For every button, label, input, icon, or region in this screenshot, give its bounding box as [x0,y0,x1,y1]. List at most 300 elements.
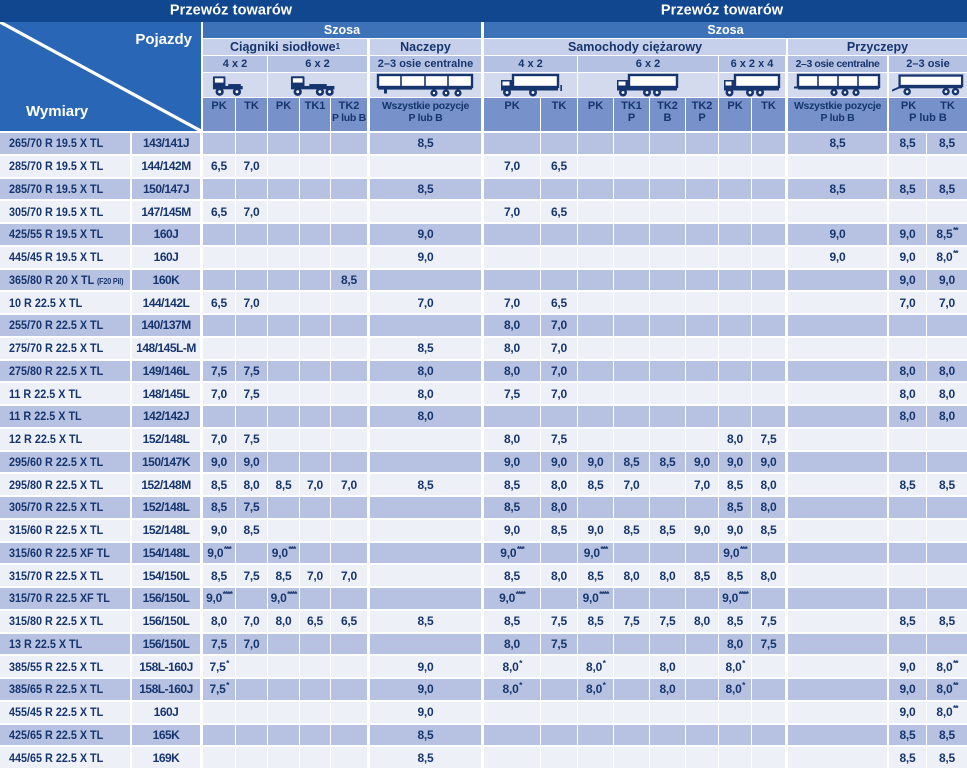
pressure-cell [268,179,300,202]
footnote-stars: ** [952,657,958,668]
subcol-wszystkie-przyczepy [788,98,889,133]
load-index-value: 144/142M [141,159,191,174]
footnote-stars: **** [287,589,297,600]
pressure-value: 8,5 [726,477,744,492]
pressure-cell [788,338,889,361]
pressure-cell [578,520,614,543]
pressure-value: 9,0 [417,682,434,697]
pressure-cell [752,497,788,520]
pressure-cell [927,520,967,543]
pressure-cell [236,725,268,748]
pressure-cell [927,702,967,725]
subcol-tk [236,98,268,133]
pressure-cell [203,497,236,520]
pressure-cell [686,634,719,657]
tire-size-cell [0,247,132,270]
pressure-value: 7,0 [550,386,568,401]
pressure-cell [927,725,967,748]
tire-size-cell [0,406,132,429]
pressure-cell [889,747,927,770]
pressure-value: 7,5 [503,386,521,401]
pressure-cell [752,702,788,725]
pressure-cell [300,133,331,156]
pressure-cell [484,224,541,247]
load-index-cell [132,725,203,748]
pressure-value: 9,0 [550,454,568,469]
pressure-cell [788,179,889,202]
pressure-value: 8,0 [693,614,711,629]
axle-label-trailer-central: 2–3 osie centralne [788,56,889,73]
pressure-value: 8,5 [417,477,434,492]
pressure-cell [686,656,719,679]
pressure-cell [370,702,484,725]
pressure-value: 8,0 [503,341,521,356]
pressure-cell [650,156,686,179]
pressure-cell [752,565,788,588]
subcol-label: PK [211,100,227,112]
pressure-value: 8,5 [899,727,916,742]
pressure-cell [650,383,686,406]
pressure-cell [268,429,300,452]
load-index-cell [132,656,203,679]
footnote-stars: * [226,657,229,668]
group-label: Ciągniki siodłowe [229,40,336,54]
pressure-value: 7,5 [243,500,260,515]
page-title-left: Przewóz towarów [169,2,293,19]
footnote-stars: ** [952,225,958,236]
pressure-cell [578,565,614,588]
load-index-value: 160J [153,705,179,720]
pressure-cell [541,543,578,566]
pressure-cell [614,474,650,497]
pressure-cell [484,201,541,224]
load-index-cell [132,201,203,224]
pressure-cell [541,725,578,748]
pressure-cell [370,247,484,270]
pressure-cell [719,224,752,247]
road-band-right: Szosa [484,22,967,39]
pressure-cell [236,656,268,679]
pressure-cell [578,611,614,634]
pressure-cell [578,679,614,702]
subcol-label: PK [727,100,743,112]
pressure-cell [686,588,719,611]
pressure-cell [614,338,650,361]
pressure-cell [927,474,967,497]
pressure-value: 7,0 [210,386,228,401]
page-title-right: Przewóz towarów [660,2,784,19]
pressure-value: 7,5 [243,386,260,401]
pressure-cell [203,543,236,566]
load-index-cell [132,315,203,338]
pressure-cell [614,543,650,566]
tire-size-cell [0,429,132,452]
pressure-cell [650,338,686,361]
subcol-label: TK2 [657,100,678,112]
load-index-cell [132,383,203,406]
tire-size-label: 445/45 R 19.5 X TL [9,250,104,265]
pressure-cell [752,679,788,702]
subcol-tk2-p [686,98,719,133]
pressure-value: 9,0 [726,454,744,469]
tire-size-label: 425/65 R 22.5 X TL [9,727,104,742]
pressure-cell [752,474,788,497]
pressure-cell [752,361,788,384]
pressure-cell [203,270,236,293]
pressure-cell [268,634,300,657]
pressure-cell [203,383,236,406]
pressure-cell [752,201,788,224]
pressure-value: 8,5 [587,614,604,629]
footnote-stars: **** [515,589,525,600]
pressure-cell [614,179,650,202]
pressure-cell [236,702,268,725]
pressure-cell [889,474,927,497]
pressure-cell [614,497,650,520]
boxtruck-4x2-icon [484,73,578,98]
pressure-value: 7,0 [243,295,260,310]
pressure-value: 9,0 [899,272,916,287]
footnote-stars: **** [599,589,609,600]
pressure-cell [927,179,967,202]
pressure-cell [370,565,484,588]
pressure-value: 9,0 [693,454,711,469]
pressure-cell [752,588,788,611]
pressure-cell [268,201,300,224]
pressure-value: 8,0 [899,409,916,424]
pressure-value: 8,5 [210,568,228,583]
tire-size-label: 295/80 R 22.5 X TL [9,477,104,492]
pressure-cell [788,270,889,293]
pressure-cell [331,383,370,406]
pressure-cell [578,725,614,748]
subcol-label: TK [761,100,776,112]
pressure-cell [268,338,300,361]
pressure-cell [300,452,331,475]
corner-label-pojazdy: Pojazdy [135,31,192,48]
pressure-value: 7,0 [550,318,568,333]
pressure-value: 9,0 [829,227,846,242]
semitrailer-icon [370,73,484,98]
pressure-value: 8,0* [502,657,522,674]
pressure-value: 8,5 [760,523,777,538]
pressure-cell [370,588,484,611]
pressure-cell [752,315,788,338]
pressure-value: 9,0 [587,523,604,538]
pressure-cell [331,588,370,611]
pressure-cell [370,725,484,748]
pressure-cell [650,406,686,429]
pressure-cell [236,292,268,315]
pressure-cell [788,247,889,270]
tire-size-cell [0,224,132,247]
pressure-cell [331,315,370,338]
pressure-cell [889,292,927,315]
pressure-value: 8,0** [936,680,958,697]
boxtruck-6x2x4-icon [719,73,788,98]
pressure-cell [268,247,300,270]
pressure-cell [484,133,541,156]
pressure-cell [650,747,686,770]
pressure-value: 8,5 [693,568,711,583]
subcol-label: TK [244,100,259,112]
pressure-cell [541,520,578,543]
load-index-value: 160J [153,227,179,242]
footnote-stars: * [742,657,745,668]
pressure-cell [236,747,268,770]
tire-size-label: 315/60 R 22.5 XF TL [9,545,110,560]
pressure-cell [370,383,484,406]
pressure-value: 9,0 [899,682,916,697]
pressure-value: 9,0*** [583,543,608,560]
pressure-cell [650,656,686,679]
load-index-value: 152/148L [142,523,190,538]
pressure-cell [927,429,967,452]
pressure-cell [484,543,541,566]
tire-size-label: 365/80 R 20 X TL (F20 Pil) [9,272,124,287]
pressure-value: 8,0 [275,614,292,629]
pressure-value: 8,5 [275,477,292,492]
pressure-cell [788,406,889,429]
pressure-value: 9,0 [899,227,916,242]
pressure-cell [300,588,331,611]
pressure-cell [370,224,484,247]
tire-size-cell [0,383,132,406]
pressure-cell [788,452,889,475]
pressure-value: 7,0 [243,614,260,629]
axle-label-trailer-2-3: 2–3 osie [889,56,967,73]
pressure-value: 9,0 [726,523,744,538]
axle-label-tractor-6x2: 6 x 2 [268,56,370,73]
tire-size-label: 315/80 R 22.5 X TL [9,614,104,629]
pressure-cell [788,702,889,725]
load-index-value: 169K [152,750,180,765]
pressure-cell [788,292,889,315]
pressure-value: 8,0 [503,363,521,378]
pressure-value: 7,0 [306,568,324,583]
pressure-value: 8,0 [938,363,956,378]
pressure-cell [889,634,927,657]
pressure-value: 8,0* [586,657,605,674]
pressure-cell [370,292,484,315]
tractor-6x2-icon [268,73,370,98]
pressure-cell [484,588,541,611]
footnote-stars: * [226,680,229,691]
pressure-cell [614,133,650,156]
pressure-value: 7,5* [209,680,229,697]
pressure-cell [889,179,927,202]
pressure-cell [650,634,686,657]
pressure-value: 7,0 [899,295,916,310]
pressure-cell [686,315,719,338]
pressure-cell [541,588,578,611]
pressure-cell [927,361,967,384]
pressure-cell [541,247,578,270]
tire-size-cell [0,179,132,202]
subcol-sublabel: P lub B [909,111,947,124]
pressure-cell [752,179,788,202]
footnote-stars: * [519,657,522,668]
pressure-cell [331,429,370,452]
tire-size-cell [0,292,132,315]
pressure-cell [650,702,686,725]
pressure-cell [541,497,578,520]
pressure-cell [686,406,719,429]
pressure-cell [541,383,578,406]
pressure-value: 8,0 [623,568,640,583]
pressure-cell [650,179,686,202]
pressure-value: 9,0 [938,272,956,287]
pressure-cell [719,452,752,475]
pressure-cell [236,679,268,702]
footnote-stars: **** [222,589,232,600]
subcol-pk [484,98,541,133]
pressure-cell [614,270,650,293]
pressure-cell [484,383,541,406]
pressure-value: 9,0*** [271,543,296,560]
load-index-value: 143/141J [142,136,190,151]
pressure-value: 8,5 [243,523,260,538]
pressure-value: 9,0 [693,523,711,538]
tire-size-label: 285/70 R 19.5 X TL [9,159,104,174]
subcol-sublabel: P [698,111,706,124]
pressure-cell [300,179,331,202]
pressure-value: 8,0 [417,386,434,401]
pressure-value: 9,0 [899,659,916,674]
pressure-cell [889,361,927,384]
pressure-cell [203,565,236,588]
pressure-cell [889,429,927,452]
pressure-cell [614,452,650,475]
pressure-value: 8,0 [726,636,744,651]
pressure-cell [541,361,578,384]
pressure-value: 8,0* [725,680,745,697]
pressure-cell [370,679,484,702]
load-index-cell [132,543,203,566]
pressure-value: 7,5 [550,614,568,629]
pressure-cell [650,497,686,520]
pressure-value: 7,0 [503,159,521,174]
pressure-cell [203,520,236,543]
pressure-value: 8,0 [899,363,916,378]
pressure-cell [719,565,752,588]
pressure-cell [719,133,752,156]
pressure-cell [268,292,300,315]
pressure-cell [331,474,370,497]
table-body [0,133,967,770]
pressure-value: 9,0 [503,454,521,469]
pressure-cell [203,179,236,202]
pressure-value: 7,0 [417,295,434,310]
pressure-cell [236,315,268,338]
pressure-cell [203,429,236,452]
pressure-cell [268,270,300,293]
pressure-cell [889,338,927,361]
pressure-cell [236,406,268,429]
pressure-value: 7,0 [938,295,956,310]
pressure-value: 9,0 [760,454,777,469]
pressure-value: 7,5 [623,614,640,629]
pressure-cell [650,565,686,588]
subcol-wszystkie-naczepy [370,98,484,133]
road-band-left: Szosa [203,22,484,39]
footnote-stars: * [742,680,745,691]
pressure-cell [889,520,927,543]
pressure-cell [541,338,578,361]
footnote-stars: ** [952,703,958,714]
pressure-cell [541,179,578,202]
pressure-cell [203,474,236,497]
pressure-cell [788,429,889,452]
pressure-cell [370,156,484,179]
tire-size-label: 385/55 R 22.5 X TL [9,659,104,674]
pressure-cell [889,315,927,338]
pressure-cell [578,247,614,270]
pressure-cell [331,133,370,156]
pressure-cell [927,383,967,406]
pressure-cell [578,361,614,384]
pressure-cell [614,429,650,452]
pressure-cell [889,497,927,520]
subcol-label: TK2 [338,100,360,112]
pressure-value: 8,0 [417,363,434,378]
pressure-cell [331,702,370,725]
pressure-value: 8,0 [659,682,676,697]
pressure-value: 8,0 [899,386,916,401]
pressure-value: 9,0**** [206,589,232,606]
load-index-value: 156/150L [142,591,190,606]
pressure-value: 8,5 [899,614,916,629]
pressure-cell [752,133,788,156]
pressure-cell [788,747,889,770]
subcol-label: Wszystkie pozycje [793,100,882,112]
pressure-value: 7,0 [243,159,260,174]
pressure-cell [752,611,788,634]
load-index-value: 152/148L [142,432,190,447]
pressure-value: 7,0 [340,477,358,492]
pressure-cell [300,361,331,384]
pressure-cell [268,588,300,611]
pressure-cell [650,270,686,293]
load-index-cell [132,747,203,770]
pressure-cell [541,429,578,452]
pressure-cell [370,543,484,566]
pressure-value: 9,0 [417,250,434,265]
footnote-stars: *** [516,543,524,554]
pressure-cell [719,406,752,429]
pressure-cell [686,565,719,588]
pressure-value: 8,5 [623,523,640,538]
pressure-cell [578,452,614,475]
pressure-cell [927,224,967,247]
pressure-cell [268,611,300,634]
pressure-cell [686,179,719,202]
pressure-cell [203,406,236,429]
pressure-cell [614,520,650,543]
pressure-cell [686,497,719,520]
pressure-cell [578,270,614,293]
pressure-cell [788,156,889,179]
pressure-cell [686,702,719,725]
pressure-cell [236,156,268,179]
pressure-value: 8,5 [210,500,228,515]
pressure-value: 7,5 [243,568,260,583]
pressure-cell [331,520,370,543]
pressure-value: 6,5 [210,159,228,174]
pressure-cell [578,543,614,566]
pressure-cell [203,634,236,657]
pressure-value: 8,0* [725,657,745,674]
